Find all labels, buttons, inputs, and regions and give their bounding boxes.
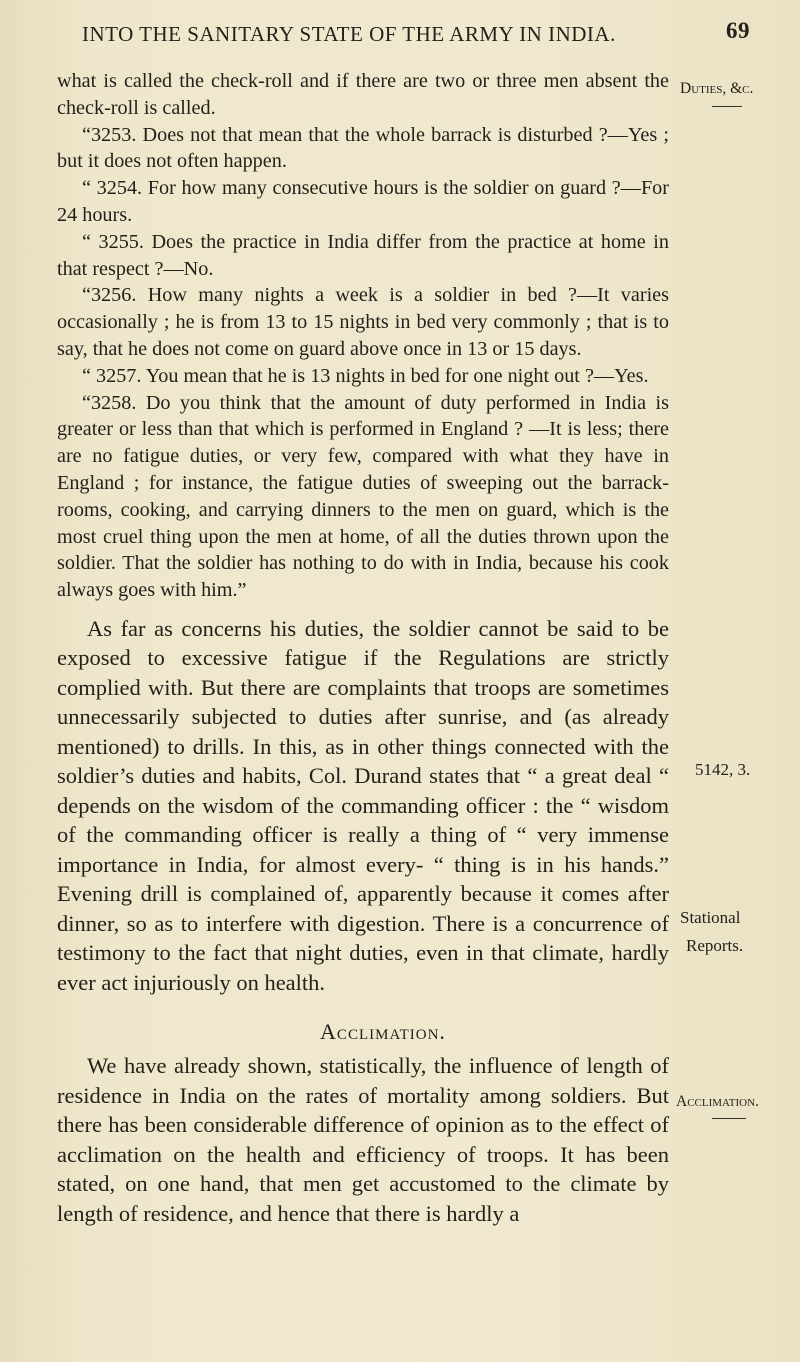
margin-note-acclimation: Acclimation.: [676, 1093, 759, 1110]
evidence-paragraph: “3256. How many nights a week is a soldier in bed ?—It varies occasionally ; he is from 13 to 15 nights in bed very commonly ; that is to say, that he does not come on guard above once in 13 or 15 days.: [57, 284, 669, 360]
evidence-paragraph: “3253. Does not that mean that the whole barrack is disturbed ?—Yes ; but it does not often happen.: [57, 123, 669, 173]
evidence-paragraph: “ 3257. You mean that he is 13 nights in bed for one night out ?—Yes.: [82, 364, 649, 387]
duties-paragraph: As far as concerns his duties, the soldier cannot be said to be exposed to excessive fatigue if the Regulations are strictly complied with. But there are complaints that troops are sometimes unnecessarily subjected to duties after sunrise, and (as already mentioned) to drills. In this, as in other things connected with the soldier’s duties and habits, Col. Durand states that “ a great deal “ depends on the wisdom of the commanding officer : the “ wisdom of the commanding officer is really a thing of “ very immense importance in India, for almost every- “ thing is in his hands.” Evening drill is complained of, apparently because it comes after dinner, so as to interfere with digestion. There is a concurrence of testimony to the fact that night duties, even in that climate, hardly ever act injuriously on health.: [57, 615, 669, 995]
margin-rule: [712, 1118, 746, 1119]
running-title: INTO THE SANITARY STATE OF THE ARMY IN INDIA.: [82, 22, 616, 46]
evidence-paragraph: “ 3255. Does the practice in India differ from the practice at home in that respect ?—No.: [57, 230, 669, 280]
acclimation-paragraph: We have already shown, statistically, the influence of length of residence in India on the rates of mortality among soldiers. But there has been considerable difference of opinion as to the effect of acclimation on the health and efficiency of troops. It has been stated, on one hand, that men get accustomed to the climate by length of residence, and hence that there is hardly a: [57, 1053, 669, 1226]
evidence-paragraph: “ 3254. For how many consecutive hours is the soldier on guard ?—For 24 hours.: [57, 177, 669, 226]
page-number: 69: [726, 18, 750, 43]
evidence-block: [57, 68, 669, 604]
section-title: Acclimation.: [320, 1019, 446, 1045]
body-text: [57, 68, 669, 1228]
main-block: [57, 614, 669, 1229]
evidence-paragraph: what is called the check-roll and if there are two or three men absent the check-roll is called.: [57, 70, 669, 119]
margin-note-duties: Duties, &c.: [680, 80, 754, 97]
page-header: [60, 14, 750, 48]
evidence-paragraph: “3258. Do you think that the amount of duty performed in India is greater or less than that which is performed in England ? —It is less; there are no fatigue duties, or very few, compared with what they have in England ; for instance, the fatigue duties of sweeping out the barrack-rooms, cooking, and carrying dinners to the men on guard, which is the most cruel thing upon the men at home, of all the duties thrown upon the soldier. That the soldier has nothing to do with in India, because his cook always goes with him.”: [57, 391, 669, 602]
margin-note-stational: Stational: [680, 908, 741, 927]
margin-rule: [712, 106, 742, 107]
margin-note-ref: 5142, 3.: [695, 760, 751, 779]
margin-note-reports: Reports.: [686, 936, 744, 955]
